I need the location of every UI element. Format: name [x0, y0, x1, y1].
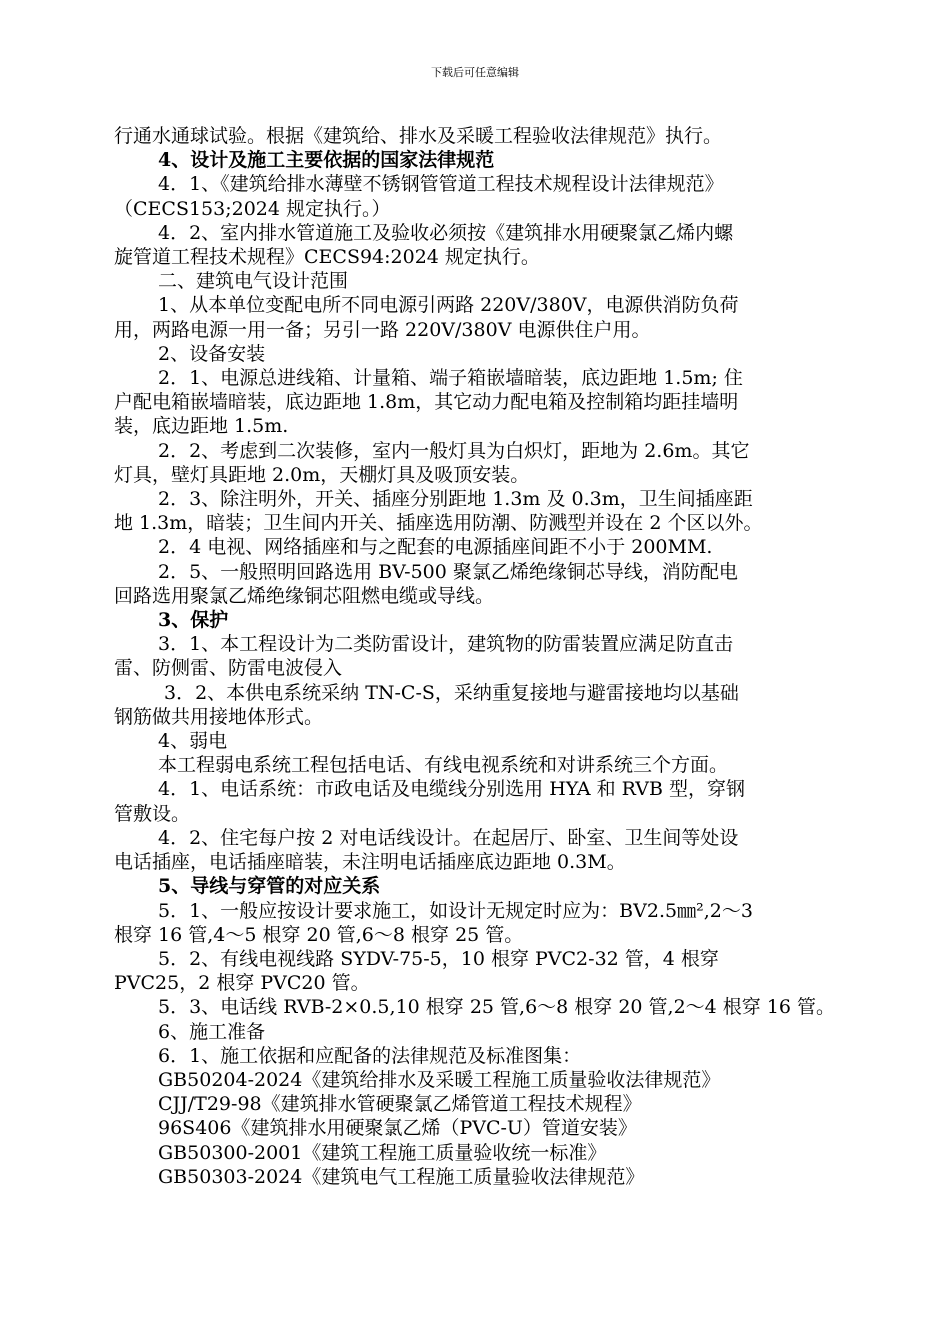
text-line: 管敷设。 [114, 802, 191, 825]
text-line: 回路选用聚氯乙烯绝缘铜芯阻燃电缆或导线。 [114, 584, 495, 607]
section-heading: 4、弱电 [158, 730, 228, 753]
text-line: 3．2、本供电系统采纳 TN-C-S，采纳重复接地与避雷接地均以基础 [164, 681, 739, 704]
text-line: 灯具，壁灯具距地 2.0m，天棚灯具及吸顶安装。 [114, 463, 530, 486]
standard-reference: GB50300-2001《建筑工程施工质量验收统一标准》 [158, 1141, 607, 1164]
section-heading: 6、施工准备 [158, 1020, 266, 1043]
section-heading: 5、导线与穿管的对应关系 [158, 875, 381, 898]
text-line: PVC25，2 根穿 PVC20 管。 [114, 972, 370, 995]
standard-reference: GB50303-2024《建筑电气工程施工质量验收法律规范》 [158, 1165, 645, 1188]
text-line: 行通水通球试验。根据《建筑给、排水及采暖工程验收法律规范》执行。 [114, 125, 723, 147]
section-heading: 二、建筑电气设计范围 [158, 270, 349, 293]
text-line: 5．3、电话线 RVB-2×0.5,10 根穿 25 管,6～8 根穿 20 管,2～4 根穿 16 管。 [158, 996, 836, 1019]
text-line: 1、从本单位变配电所不同电源引两路 220V/380V，电源供消防负荷 [158, 294, 739, 317]
text-line: 雷、防侧雷、防雷电波侵入 [114, 657, 343, 680]
document-body [114, 124, 844, 1189]
text-line: 装，底边距地 1.5m. [114, 415, 289, 438]
text-line: 5．1、一般应按设计要求施工，如设计无规定时应为：BV2.5㎜²,2～3 [158, 899, 753, 922]
text-line: 2．1、电源总进线箱、计量箱、端子箱嵌墙暗装，底边距地 1.5m; 住 [158, 367, 743, 390]
text-line: 5．2、有线电视线路 SYDV-75-5，10 根穿 PVC2-32 管，4 根穿 [158, 947, 719, 970]
text-line: 3．1、本工程设计为二类防雷设计，建筑物的防雷装置应满足防直击 [158, 633, 734, 656]
text-line: 钢筋做共用接地体形式。 [114, 705, 324, 728]
section-heading: 3、保护 [158, 609, 229, 632]
section-heading: 2、设备安装 [158, 342, 266, 365]
section-heading: 4、设计及施工主要依据的国家法律规范 [158, 149, 495, 172]
text-line: （CECS153;2024 规定执行。） [114, 197, 391, 220]
text-line: 根穿 16 管,4～5 根穿 20 管,6～8 根穿 25 管。 [114, 923, 524, 946]
standard-reference: CJJ/T29-98《建筑排水管硬聚氯乙烯管道工程技术规程》 [158, 1093, 642, 1116]
text-line: 用，两路电源一用一备；另引一路 220V/380V 电源供住户用。 [114, 318, 651, 341]
text-line: 旋管道工程技术规程》CECS94:2024 规定执行。 [114, 246, 540, 269]
text-line: 电话插座，电话插座暗装，未注明电话插座底边距地 0.3M。 [114, 851, 626, 874]
text-line: 本工程弱电系统工程包括电话、有线电视系统和对讲系统三个方面。 [158, 754, 729, 777]
text-line: 4．2、室内排水管道施工及验收必须按《建筑排水用硬聚氯乙烯内螺 [158, 221, 734, 244]
page-header-note: 下载后可任意编辑 [431, 66, 519, 79]
text-line: 2．5、一般照明回路选用 BV-500 聚氯乙烯绝缘铜芯导线，消防配电 [158, 560, 738, 583]
text-line: 2．3、除注明外，开关、插座分别距地 1.3m 及 0.3m，卫生间插座距 [158, 488, 753, 511]
text-line: 户配电箱嵌墙暗装，底边距地 1.8m，其它动力配电箱及控制箱均距挂墙明 [114, 391, 739, 414]
standard-reference: 96S406《建筑排水用硬聚氯乙烯（PVC-U）管道安装》 [158, 1117, 637, 1140]
text-line: 4．2、住宅每户按 2 对电话线设计。在起居厅、卧室、卫生间等处设 [158, 826, 739, 849]
standard-reference: GB50204-2024《建筑给排水及采暖工程施工质量验收法律规范》 [158, 1068, 721, 1091]
text-line: 4．1、《建筑给排水薄壁不锈钢管管道工程技术规程设计法律规范》 [158, 173, 724, 196]
text-line: 4．1、电话系统：市政电话及电缆线分别选用 HYA 和 RVB 型，穿钢 [158, 778, 746, 801]
text-line: 地 1.3m，暗装；卫生间内开关、插座选用防潮、防溅型并设在 2 个区以外。 [114, 512, 763, 535]
text-line: 6．1、施工依据和应配备的法律规范及标准图集： [158, 1044, 582, 1067]
text-line: 2．2、考虑到二次装修，室内一般灯具为白炽灯，距地为 2.6m。其它 [158, 439, 750, 462]
text-line: 2．4 电视、网络插座和与之配套的电源插座间距不小于 200MM. [158, 536, 713, 559]
